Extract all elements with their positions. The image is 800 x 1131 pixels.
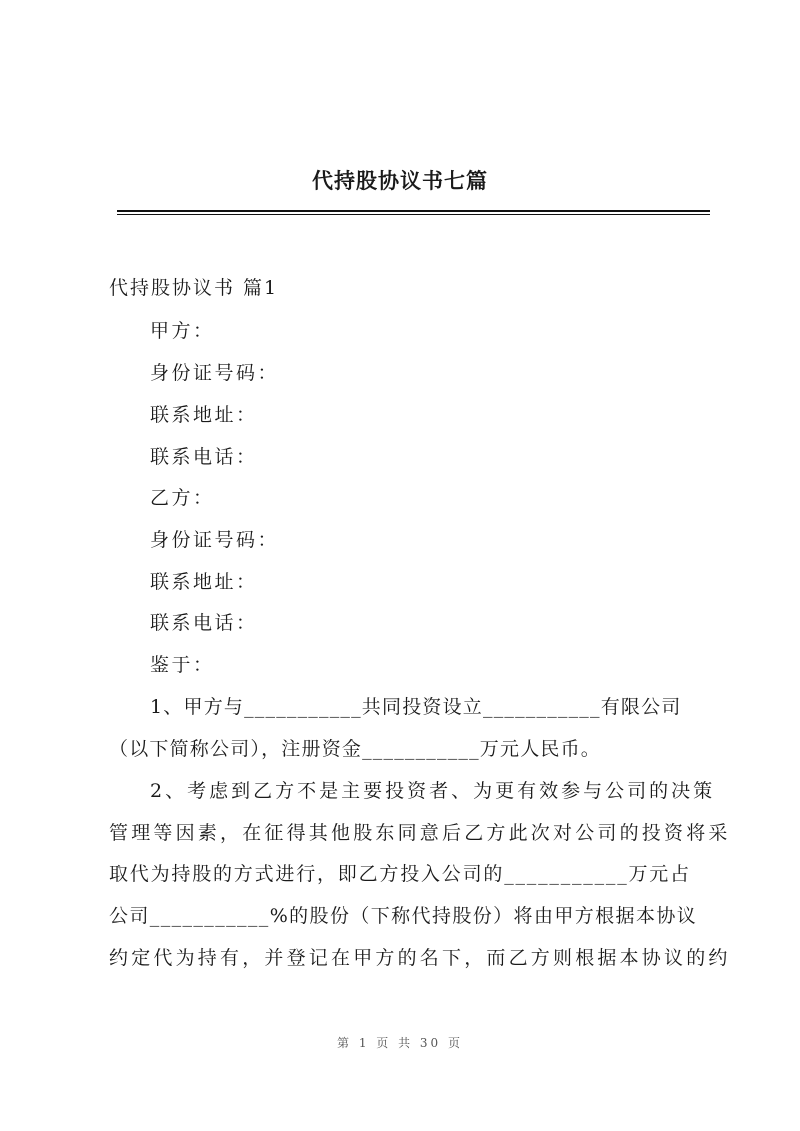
- document-title: 代持股协议书七篇: [312, 169, 488, 193]
- whereas-label: 鉴于：: [150, 654, 215, 676]
- clause-2-line-4: 公司___________%的股份（下称代持股份）将由甲方根据本协议: [109, 905, 698, 927]
- clause-1-line-2: （以下简称公司），注册资金___________万元人民币。: [109, 738, 602, 760]
- clause-2-line-5: 约定代为持有，并登记在甲方的名下，而乙方则根据本协议的约: [109, 947, 731, 969]
- party-a-label: 甲方：: [150, 320, 215, 342]
- title-divider: [117, 210, 710, 212]
- clause-2-line-2: 管理等因素，在征得其他股东同意后乙方此次对公司的投资将采: [109, 822, 731, 844]
- party-a-address-label: 联系地址：: [150, 404, 258, 426]
- party-b-address-label: 联系地址：: [150, 571, 258, 593]
- party-b-phone-label: 联系电话：: [150, 612, 258, 634]
- party-b-id-label: 身份证号码：: [150, 529, 280, 551]
- party-b-label: 乙方：: [150, 487, 215, 509]
- title-divider-thin: [117, 214, 710, 215]
- page-footer: 第 1 页 共 30 页: [337, 1036, 463, 1050]
- clause-1-line-1: 1、甲方与___________共同投资设立___________有限公司: [150, 696, 682, 718]
- clause-2-line-1: 2、考虑到乙方不是主要投资者、为更有效参与公司的决策: [150, 780, 716, 802]
- party-a-phone-label: 联系电话：: [150, 446, 258, 468]
- party-a-id-label: 身份证号码：: [150, 362, 280, 384]
- section-heading: 代持股协议书 篇1: [109, 277, 279, 299]
- clause-2-line-3: 取代为持股的方式进行，即乙方投入公司的___________万元占: [109, 863, 691, 885]
